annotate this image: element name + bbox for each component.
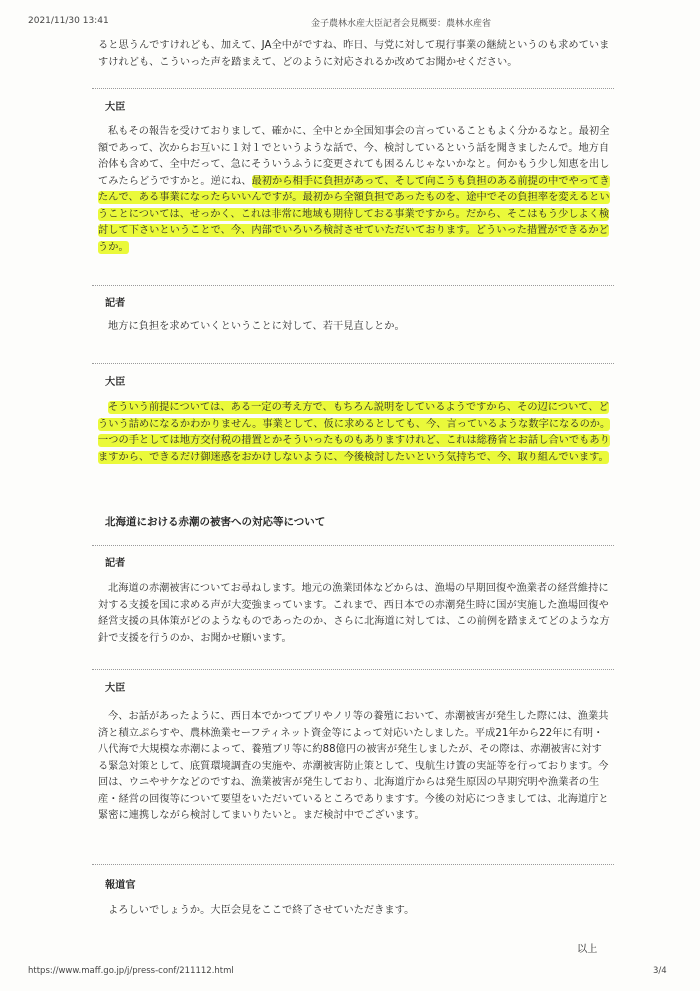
minister-answer-1 xyxy=(98,124,612,256)
minister-answer-3: 今、お話があったように、西日本でかつてブリやノリ等の養殖において、赤潮被害が発生した際には、漁業共済と積立ぷらすや、農林漁業セーフティネット資金等によって対応いたしました。平成21年から22年に有明・八代海で大規模な赤潮によって、養殖ブリ等に約88億円の被害が発生しましたが、その際は、赤潮被害に対する緊急対策として、底質環境調査の実施や、赤潮被害防止策として、曳航生け簀の実証等を行っております。今回は、ウニやサケなどのですね、漁業被害が発生しており、北海道庁からは発生原因の早期究明や漁業者の生産・経営の回復等について要望をいただいているところでありますす。今後の対応につきましては、北海道庁と緊密に連携しながら検討してまいりたいと。まだ検討中でございます。 xyxy=(98,711,609,821)
print-datetime: 2021/11/30 13:41 xyxy=(28,16,109,26)
speaker-label-minister: 大臣 xyxy=(105,377,126,388)
speaker-label-reporter: 記者 xyxy=(105,298,126,309)
divider xyxy=(92,285,614,286)
highlighted-passage: そういう前提については、ある一定の考え方で、もちろん説明をしているようですから、その辺について、どういう詰めになるかわかりません。事業として、仮に求めるとしても、今、言っているような数字になるのか。一つの手としては地方交付税の措置とかそういったものもありますけれど、これは総務省とお話し合いでもありますから、できるだけ御迷惑をおかけしないように、今後検討したいという気持ちで、今、取り組んでいます。 xyxy=(98,402,611,463)
reporter-question-2: 地方に負担を求めていくということに対して、若干見直しとか。 xyxy=(108,321,405,332)
divider xyxy=(92,88,614,89)
speaker-label-minister: 大臣 xyxy=(105,683,126,694)
minister-answer-2 xyxy=(98,400,612,466)
speaker-label-minister: 大臣 xyxy=(105,102,126,113)
continued-question-text: ると思うんですけれども、加えて、JA全中がですね、昨日、与党に対して現行事業の継続というのも求めていますけれども、こういった声を踏まえて、どのように対応されるか改めてお聞かせください。 xyxy=(98,40,610,68)
end-mark: 以上 xyxy=(577,944,598,955)
divider xyxy=(92,545,614,546)
speaker-label-press-secretary: 報道官 xyxy=(105,880,136,891)
reporter-question-3: 北海道の赤潮被害についてお尋ねします。地元の漁業団体などからは、漁場の早期回復や漁業者の経営維持に対する支援を国に求める声が大変強まっています。これまで、西日本での赤潮発生時に国が実施した漁場回復や経営支援の具体策がどのようなものであったのか、さらに北海道に対しては、この前例を踏まえてどのような方針で支援を行うのか、お聞かせ願います。 xyxy=(98,583,610,644)
section-heading: 北海道における赤潮の被害への対応等について xyxy=(105,516,326,528)
divider xyxy=(92,864,614,865)
highlighted-passage: 最初から相手に負担があって、そして向こうも負担のある前提の中でやってきたんで、ある事業になったらいいんですが。最初から全額負担であったものを、途中でその負担率を変えるということについては、せっかく、これは非常に地域も期待しておる事業ですから。だから、そこはもう少しよく検討して下さいということで、今、内部でいろいろ検討させていただいております。どういった措置ができるかどうか。 xyxy=(98,175,610,253)
press-secretary-closing: よろしいでしょうか。大臣会見をここで終了させていただきます。 xyxy=(108,905,415,916)
divider xyxy=(92,363,614,364)
print-page-title: 金子農林水産大臣記者会見概要：農林水産省 xyxy=(311,19,492,29)
speaker-label-reporter: 記者 xyxy=(105,558,126,569)
answer-plain-text: 私もその報告を受けておりまして、確かに、全中とか全国知事会の言っていることもよく分かるなと。最初全額であって、次からお互いに１対１でというような話で、今、検討しているという話を聞きましたんで。地方自治体も含めて、全中だって、急にそういうふうに変更されても困るんじゃないかなと。何かもう少し知恵を出してみたらどうですかと。逆にね、 xyxy=(98,126,610,187)
print-page-number: 3/4 xyxy=(653,966,667,976)
print-url: https://www.maff.go.jp/j/press-conf/211112.html xyxy=(28,966,234,976)
divider xyxy=(92,669,614,670)
